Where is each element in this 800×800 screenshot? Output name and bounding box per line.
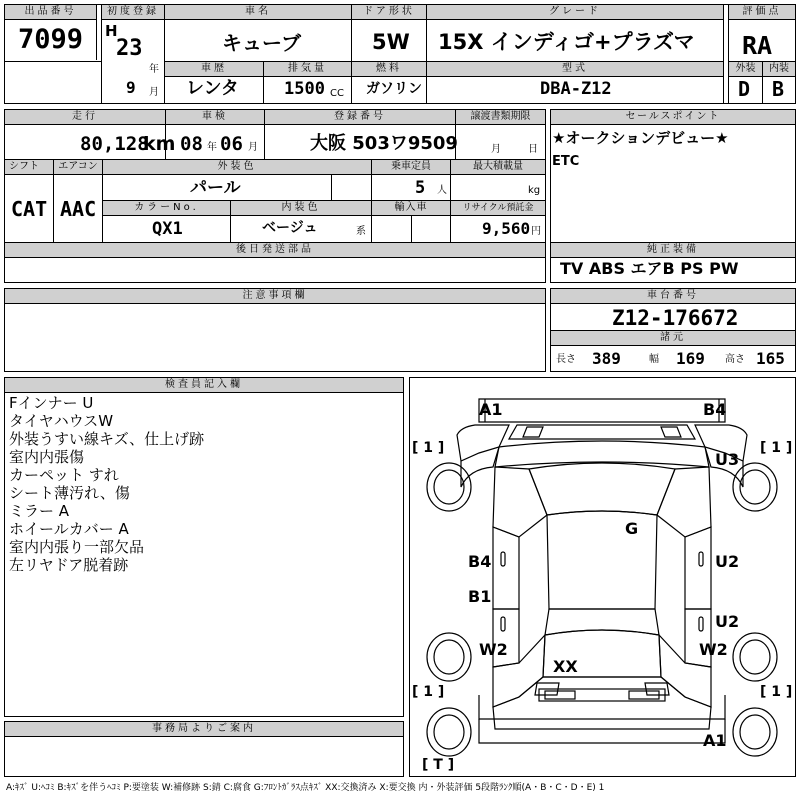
displacement-header: 排気量 <box>264 62 351 77</box>
model: DBA-Z12 <box>540 79 612 99</box>
grade-header: グレード <box>427 5 723 20</box>
reg-no: 大阪 503ワ9509 <box>310 133 458 154</box>
tire-rear-right: [ 1 ] <box>760 684 793 700</box>
remark-line: 左リヤドア脱着跡 <box>9 556 129 574</box>
first-reg-header: 初度登録 <box>102 5 164 20</box>
recycle-unit: 円 <box>531 226 541 237</box>
remark-line: 室内内張傷 <box>9 448 85 466</box>
aircon-header: エアコン <box>54 160 102 175</box>
history: レンタ <box>186 78 239 99</box>
damage-left-front-door: B4 <box>468 552 492 571</box>
shaken-year: 08 <box>180 133 203 155</box>
max-load-unit: kg <box>528 185 541 196</box>
capacity-unit: 人 <box>437 185 447 196</box>
aircon: AAC <box>60 197 97 221</box>
damage-front-right: B4 <box>703 400 727 419</box>
fuel: ガソリン <box>366 81 422 97</box>
recycle-fee: 9,560 <box>482 219 531 238</box>
model-header: 型式 <box>427 62 723 77</box>
mileage: 80,128 <box>80 133 149 155</box>
damage-rear-bumper: A1 <box>703 731 727 750</box>
lot-no: 7099 <box>18 24 84 55</box>
transfer-month-unit: 月 <box>491 144 501 155</box>
inspector-remarks <box>9 394 399 574</box>
color-no: QX1 <box>152 219 183 239</box>
era: H <box>105 22 118 40</box>
color-no-header: カラーNo. <box>103 201 230 216</box>
chassis-no: Z12-176672 <box>612 306 739 330</box>
reg-no-header: 登録番号 <box>265 110 455 125</box>
mileage-header: 走行 <box>5 110 165 125</box>
sales-point-line-2: ETC <box>552 154 580 169</box>
import-header: 輸入車 <box>372 201 450 216</box>
displacement-unit: CC <box>330 88 344 99</box>
remark-line: タイヤハウスW <box>9 412 114 430</box>
damage-right-rear-fender: W2 <box>699 640 728 659</box>
car-body-diagram <box>409 377 796 777</box>
transfer-deadline-header: 譲渡書類期限 <box>456 110 545 125</box>
length: 389 <box>592 349 621 368</box>
int-color: ベージュ <box>262 220 318 236</box>
inspector-header: 検査員記入欄 <box>5 378 403 393</box>
damage-roof: G <box>625 519 639 538</box>
recycle-header: リサイクル預託金 <box>451 201 545 216</box>
shift: CAT <box>11 197 48 221</box>
history-header: 車歴 <box>165 62 263 77</box>
length-label: 長さ <box>556 354 576 365</box>
shaken-year-unit: 年 <box>207 142 217 153</box>
tire-rear-left: [ 1 ] <box>412 684 445 700</box>
damage-front-left: A1 <box>479 400 503 419</box>
ext-color-header: 外装色 <box>103 160 371 175</box>
damage-code-legend: A:ｷｽﾞ U:ﾍｺﾐ B:ｷｽﾞを伴うﾍｺﾐ P:要塗装 W:補修跡 S:錆 C:腐食 G:ﾌﾛﾝﾄｶﾞﾗｽ点ｷｽﾞ XX:交換済み X:要交換 内・外装評価 5段階ﾗﾝｸ順(A・B・C・D・E) 1 <box>6 783 605 793</box>
displacement: 1500 <box>284 79 325 99</box>
capacity-header: 乗車定員 <box>372 160 450 175</box>
interior-header: 内装 <box>763 62 795 77</box>
int-color-suffix: 系 <box>356 226 366 237</box>
remark-line: カーペット すれ <box>9 466 119 484</box>
width-label: 幅 <box>649 354 659 365</box>
sales-point-header: セールスポイント <box>551 110 795 125</box>
capacity: 5 <box>415 178 426 198</box>
score: RA <box>742 31 773 60</box>
mileage-unit: km <box>143 133 176 155</box>
later-parts-header: 後日発送部品 <box>5 243 545 258</box>
int-color-header: 内装色 <box>231 201 371 216</box>
damage-right-rear-door: U2 <box>715 612 740 631</box>
height: 165 <box>756 349 785 368</box>
transfer-day-unit: 日 <box>528 144 538 155</box>
reg-year-unit: 年 <box>149 64 159 75</box>
lot-no-header: 出品番号 <box>5 5 96 20</box>
reg-month-unit: 月 <box>149 87 159 98</box>
damage-left-rear-door: B1 <box>468 587 492 606</box>
remark-line: ミラー A <box>9 502 70 520</box>
remark-line: Fインナー U <box>9 394 94 412</box>
shaken-month: 06 <box>220 133 243 155</box>
sales-point-line-1: ★オークションデビュー★ <box>552 129 729 147</box>
door-type: 5W <box>372 30 410 54</box>
remark-line: 外装うすい線キズ、仕上げ跡 <box>9 430 205 448</box>
notes-header: 注意事項欄 <box>5 289 545 304</box>
equipment-header: 純正装備 <box>551 243 795 258</box>
reg-month: 9 <box>126 78 136 97</box>
reg-year: 23 <box>116 36 143 61</box>
damage-right-front-fender: U3 <box>715 450 740 469</box>
shift-header: シフト <box>5 160 53 175</box>
damage-right-front-door: U2 <box>715 552 740 571</box>
damage-rear-panel: XX <box>553 657 578 676</box>
car-name: キューブ <box>222 31 301 55</box>
remark-line: ホイールカバー A <box>9 520 129 538</box>
grade: 15X インディゴ+プラズマ <box>438 30 695 54</box>
shaken-header: 車検 <box>166 110 264 125</box>
tire-front-right: [ 1 ] <box>760 440 793 456</box>
ext-color: パール <box>190 178 241 198</box>
tire-spare: [ T ] <box>422 757 455 773</box>
exterior-grade: D <box>738 77 751 101</box>
fuel-header: 燃料 <box>352 62 426 77</box>
office-header: 事務局よりご案内 <box>5 722 403 737</box>
interior-grade: B <box>772 77 785 101</box>
exterior-header: 外装 <box>729 62 762 77</box>
specs-header: 諸元 <box>551 331 795 346</box>
height-label: 高さ <box>725 354 745 365</box>
chassis-no-header: 車台番号 <box>551 289 795 304</box>
remark-line: 室内内張り一部欠品 <box>9 538 145 556</box>
damage-left-rear-fender: W2 <box>479 640 508 659</box>
door-header: ドア形状 <box>352 5 426 20</box>
tire-front-left: [ 1 ] <box>412 440 445 456</box>
car-name-header: 車名 <box>165 5 351 20</box>
score-header: 評価点 <box>729 5 795 20</box>
remark-line: シート薄汚れ、傷 <box>9 484 130 502</box>
width: 169 <box>676 349 705 368</box>
equipment: TV ABS エアB PS PW <box>560 259 739 278</box>
max-load-header: 最大積載量 <box>451 160 545 175</box>
shaken-month-unit: 月 <box>248 142 258 153</box>
